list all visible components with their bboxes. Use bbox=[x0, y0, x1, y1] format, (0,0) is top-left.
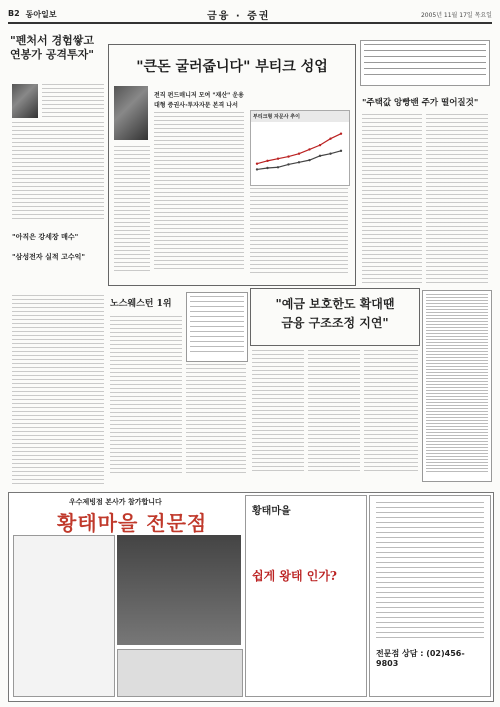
mid-center-text bbox=[252, 350, 304, 474]
main-subhead-1: 전직 펀드매니저 모여 "재산" 운용 bbox=[154, 92, 244, 99]
chart-point bbox=[277, 166, 279, 168]
page-number: B2 bbox=[8, 8, 20, 18]
chart-point bbox=[277, 158, 279, 160]
ad-title: 황태마을 전문점 bbox=[57, 511, 208, 535]
chart-point bbox=[298, 161, 300, 163]
chart-point bbox=[308, 159, 310, 161]
chart-point bbox=[256, 163, 258, 165]
chart-svg bbox=[251, 122, 347, 184]
chart-point bbox=[329, 153, 331, 155]
main-story-photo bbox=[114, 86, 148, 140]
ad-promo: 쉽게 왕태 인가? bbox=[252, 569, 337, 583]
ad-menu-photos bbox=[117, 649, 243, 697]
section-title: 금융 · 증권 bbox=[207, 10, 271, 22]
chart-point bbox=[287, 155, 289, 157]
chart-point bbox=[319, 155, 321, 157]
chart-point bbox=[340, 150, 342, 152]
left-article-text bbox=[12, 122, 104, 222]
mid-left-headline: 노스웨스턴 1위 bbox=[110, 299, 172, 309]
right-headline: "주택값 앙빵밴 주가 떨어질것" bbox=[362, 98, 479, 108]
main-article-text bbox=[114, 146, 150, 272]
left-pullquote-box bbox=[12, 228, 104, 288]
chart-point bbox=[329, 138, 331, 140]
ad-right-panel bbox=[369, 495, 491, 697]
chart-point bbox=[298, 153, 300, 155]
mid-center-headline-1: "예금 보호한도 확대땐 bbox=[275, 297, 395, 311]
newspaper-name: 동아일보 bbox=[25, 9, 57, 19]
chart-point bbox=[319, 144, 321, 146]
left-portrait-photo bbox=[12, 84, 38, 118]
chart-point bbox=[287, 163, 289, 165]
mid-left-table bbox=[186, 292, 248, 362]
main-article-text bbox=[250, 188, 348, 276]
ad-center-panel bbox=[245, 495, 367, 697]
main-chart bbox=[250, 110, 350, 186]
ad-storefront-photo bbox=[117, 535, 241, 645]
main-story-headline: "큰돈 굴러줍니다" 부티크 성업 bbox=[136, 59, 328, 75]
mid-center-text bbox=[308, 350, 360, 474]
chart-series-line bbox=[257, 134, 341, 164]
ad-top-line: 우수제빙점 본사가 참가합니다 bbox=[69, 498, 162, 506]
chart-title: 부티크형 자문사 추이 bbox=[251, 111, 349, 122]
right-article-text bbox=[426, 114, 488, 284]
main-article-text bbox=[154, 112, 244, 272]
mid-center-text bbox=[364, 350, 418, 474]
page-header bbox=[8, 6, 492, 24]
left-headline: "펜처서 경험쌓고 연봉가 공격투자" bbox=[10, 34, 94, 61]
mid-left-text bbox=[186, 364, 246, 474]
chart-point bbox=[256, 168, 258, 170]
chart-point bbox=[266, 160, 268, 162]
mid-left-text bbox=[110, 316, 182, 476]
left-article-text bbox=[42, 84, 104, 120]
chart-point bbox=[308, 148, 310, 150]
chart-point bbox=[340, 133, 342, 135]
left-article-text bbox=[12, 295, 104, 485]
ad-phone: 전문점 상담 : (02)456-9803 bbox=[376, 649, 465, 668]
left-pullquote-2: "삼성전자 실적 고수익" bbox=[12, 253, 86, 261]
ad-brand: 황태마을 bbox=[252, 506, 291, 517]
right-article-text bbox=[362, 114, 422, 284]
main-subhead-2: 대형 증권사·투자자문 본격 나서 bbox=[154, 102, 238, 109]
left-pullquote: "아직은 강세장 매수" bbox=[12, 233, 79, 241]
chart-point bbox=[266, 167, 268, 169]
mid-center-headline-2: 금융 구조조정 지연" bbox=[281, 316, 389, 330]
ad-left-panel bbox=[13, 535, 115, 697]
right-table bbox=[360, 40, 490, 86]
publish-date: 2005년 11월 17일 목요일 bbox=[420, 11, 492, 19]
stock-table bbox=[422, 290, 492, 482]
franchise-ad bbox=[8, 492, 494, 702]
mid-center-frame bbox=[250, 288, 420, 346]
